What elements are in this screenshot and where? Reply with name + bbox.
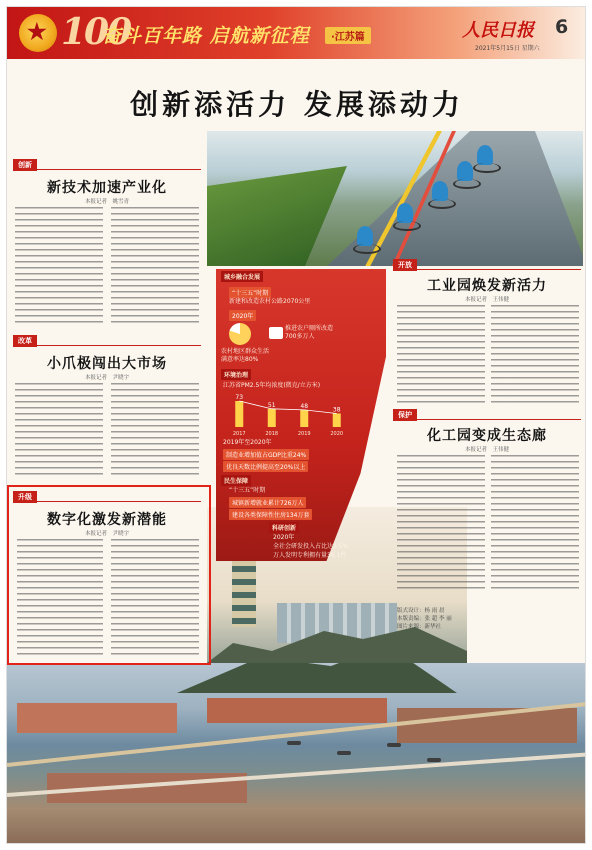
editor-line: 图片来源：新华社 (397, 624, 442, 630)
boat (287, 741, 301, 745)
info-section-urban-rural: 城乡融合发展 (221, 271, 263, 282)
section-tag-upgrade: 升级 (13, 491, 37, 503)
article-title-2: 小爪极闯出大市场 (47, 356, 167, 372)
masthead (7, 7, 586, 59)
editor-credits (397, 607, 579, 631)
section-tag-reform: 改革 (13, 335, 37, 347)
port-aerial-photo (7, 663, 586, 844)
cyclist-icon (432, 181, 448, 201)
pm25-bar-2019 (300, 410, 308, 427)
boat (387, 743, 401, 747)
info-section-research: 科研创新 (269, 522, 299, 533)
pm25-value-label: 51 (267, 401, 276, 409)
house-icon (269, 327, 283, 339)
article-byline-2: 本报记者 尹晓宇 (84, 375, 129, 381)
article-body-3b (111, 539, 199, 657)
section-rule (393, 419, 581, 420)
boat (427, 758, 441, 762)
pm25-year-label: 2020 (330, 431, 344, 437)
page-number: 6 (555, 16, 569, 38)
info-text: 万人发明专利拥有量36.1件 (273, 552, 347, 559)
hundred-years-numeral: 100 (61, 11, 131, 53)
cyclist-icon (457, 161, 473, 181)
pm25-value-label: 38 (332, 406, 341, 414)
pie-chart-icon (229, 323, 251, 345)
cyclist-icon (397, 203, 413, 223)
article-byline-1: 本报记者 姚雪青 (84, 199, 129, 205)
article-title-3: 数字化激发新潜能 (47, 512, 167, 528)
article-body-5a (397, 455, 485, 591)
editor-line: 版式设计：杨 雨 晨 (397, 608, 445, 614)
pm25-bar-2020 (333, 413, 341, 427)
article-title-4: 工业园焕发新活力 (427, 278, 547, 294)
cyclist-icon (477, 145, 493, 165)
editor-line: 本版责编：张 超 李 丽 (397, 616, 452, 622)
paper-logo: 人民日报 (462, 20, 534, 41)
article-body-4b (491, 305, 579, 405)
pm25-bar-chart (223, 391, 353, 437)
section-rule (13, 345, 201, 346)
info-chip: 建设各类保障性住房134万套 (229, 509, 312, 520)
info-section-environment: 环境治理 (221, 369, 251, 380)
cyclist-icon (357, 226, 373, 246)
article-body-1b (111, 207, 199, 327)
info-text: 全社会研发投入占比达3.5% (273, 543, 349, 550)
article-byline-3: 本报记者 尹晓宇 (84, 531, 129, 537)
info-text: 新建和改造农村公路2070公里 (229, 298, 311, 305)
info-text: 2019年至2020年 (223, 439, 272, 446)
section-tag-protection: 保护 (393, 409, 417, 421)
article-body-2b (111, 383, 199, 478)
article-body-3a (17, 539, 103, 657)
mountain (177, 663, 457, 693)
series-title: 奋斗百年路 启航新征程 (102, 25, 310, 47)
article-body-5b (491, 455, 579, 591)
section-rule (13, 169, 201, 170)
article-body-2a (15, 383, 103, 478)
info-chip: 优良天数比例提高至20%以上 (223, 461, 308, 472)
pm25-year-label: 2017 (232, 431, 246, 437)
container-yard (17, 703, 177, 733)
newspaper-page (6, 6, 586, 844)
article-byline-4: 本报记者 王伟健 (464, 297, 509, 303)
issue-date: 2021年5月15日 星期六 (475, 45, 540, 52)
section-tag-opening: 开放 (393, 259, 417, 271)
pm25-trend-line (239, 401, 337, 413)
pm25-bar-2017 (235, 401, 243, 427)
article-byline-5: 本报记者 王伟健 (464, 447, 509, 453)
boat (337, 751, 351, 755)
pm25-bar-2018 (268, 409, 276, 427)
article-body-1a (15, 207, 103, 327)
series-subtitle: ·江苏篇 (325, 27, 371, 44)
emblem-star: ★ (27, 19, 47, 45)
info-text: 2020年 (273, 534, 295, 541)
info-chip: 2020年 (229, 310, 256, 321)
cycling-road-photo (207, 131, 583, 266)
section-tag-innovation: 创新 (13, 159, 37, 171)
section-rule (393, 269, 581, 270)
pm25-value-label: 48 (300, 402, 309, 410)
info-chip: “十三五”时期 (229, 287, 271, 298)
info-text: 推进农户厕所改造700多万人 (285, 325, 334, 340)
article-body-4a (397, 305, 485, 405)
party-emblem-icon (19, 14, 57, 52)
pm25-value-label: 73 (235, 394, 244, 401)
info-text: 农村地区群众生活满意率达80% (221, 348, 270, 363)
page-headline: 创新添活力 发展添动力 (130, 88, 464, 121)
container-yard (207, 698, 387, 723)
pm25-year-label: 2019 (297, 431, 311, 437)
info-text: “十三五”时期 (229, 487, 266, 494)
section-rule (13, 501, 201, 502)
chart-caption: 江苏省PM2.5年均浓度(微克/立方米) (223, 382, 321, 389)
article-title-5: 化工园变成生态廊 (427, 428, 547, 444)
grass-bank (207, 166, 347, 266)
pm25-year-label: 2018 (265, 431, 279, 437)
article-title-1: 新技术加速产业化 (47, 180, 167, 196)
info-section-livelihood: 民生保障 (221, 475, 251, 486)
info-chip: 城镇新增就业累计726万人 (229, 497, 306, 508)
info-chip: 制造业增加值占GDP比重24% (223, 449, 309, 460)
